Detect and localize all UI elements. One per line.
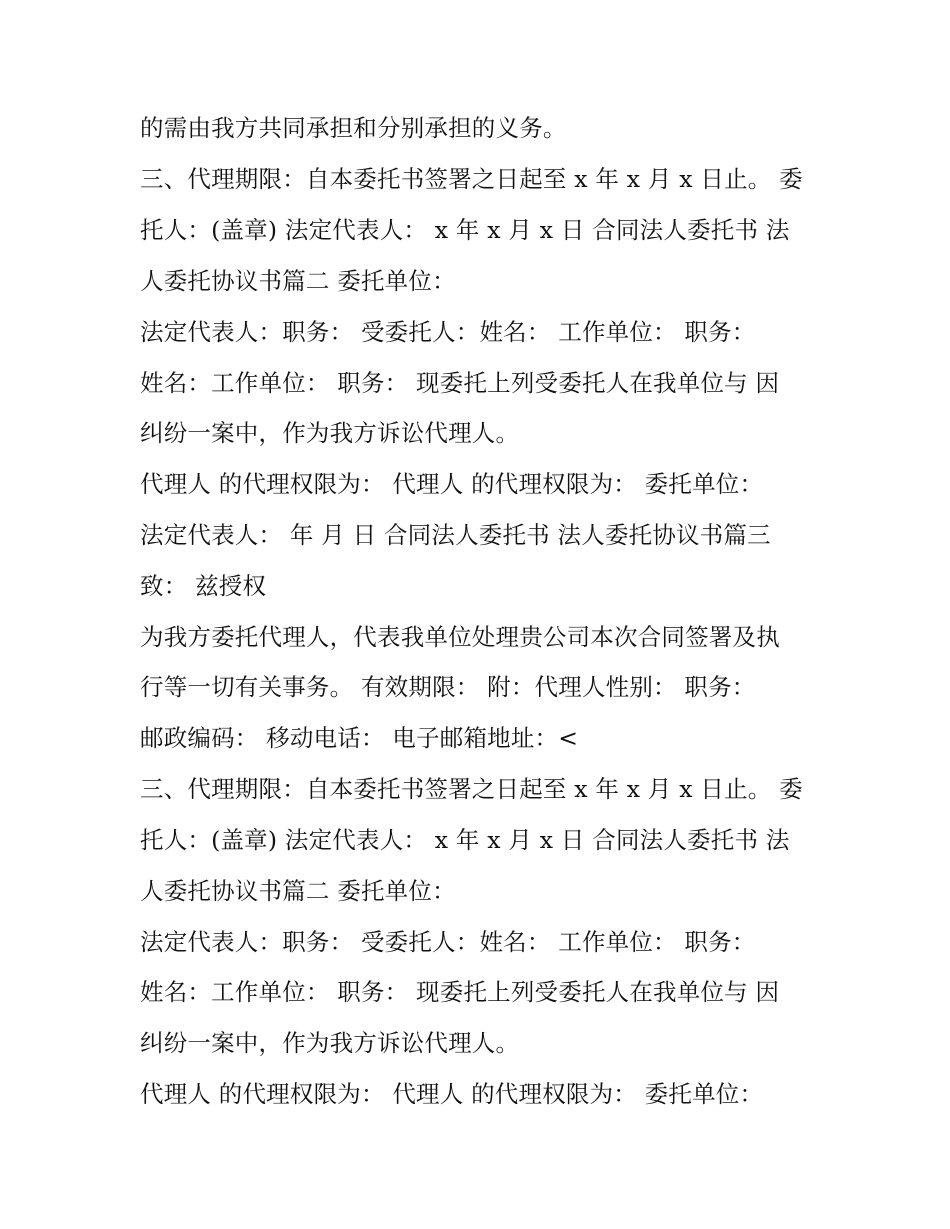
text-line: 纠纷一案中，作为我方诉讼代理人。	[140, 1029, 520, 1057]
text-line: 的需由我方共同承担和分别承担的义务。	[140, 114, 567, 142]
text-line: 为我方委托代理人，代表我单位处理贵公司本次合同签署及执	[140, 623, 780, 651]
text-line: 姓名：工作单位： 职务： 现委托上列受委托人在我单位与 因	[140, 369, 780, 397]
text-line: 法定代表人： 年 月 日 合同法人委托书 法人委托协议书篇三	[140, 521, 771, 549]
text-line: 法定代表人：职务： 受委托人：姓名： 工作单位： 职务：	[140, 928, 756, 956]
text-line: 邮政编码： 移动电话： 电子邮箱地址：<	[140, 724, 579, 752]
text-line: 致： 兹授权	[140, 572, 267, 600]
text-line: 代理人 的代理权限为： 代理人 的代理权限为： 委托单位：	[140, 1080, 764, 1108]
text-line: 纠纷一案中，作为我方诉讼代理人。	[140, 419, 520, 447]
text-line: 托人：(盖章) 法定代表人： x 年 x 月 x 日 合同法人委托书 法	[140, 826, 790, 854]
text-line: 三、代理期限：自本委托书签署之日起至 x 年 x 月 x 日止。 委	[140, 165, 803, 193]
text-line: 法定代表人：职务： 受委托人：姓名： 工作单位： 职务：	[140, 318, 756, 346]
text-line: 行等一切有关事务。 有效期限： 附：代理人性别： 职务：	[140, 673, 756, 701]
text-line: 姓名：工作单位： 职务： 现委托上列受委托人在我单位与 因	[140, 978, 780, 1006]
text-line: 代理人 的代理权限为： 代理人 的代理权限为： 委托单位：	[140, 470, 764, 498]
text-line: 托人：(盖章) 法定代表人： x 年 x 月 x 日 合同法人委托书 法	[140, 216, 790, 244]
text-line: 人委托协议书篇二 委托单位：	[140, 267, 456, 295]
text-line: 三、代理期限：自本委托书签署之日起至 x 年 x 月 x 日止。 委	[140, 775, 803, 803]
text-line: 人委托协议书篇二 委托单位：	[140, 877, 456, 905]
